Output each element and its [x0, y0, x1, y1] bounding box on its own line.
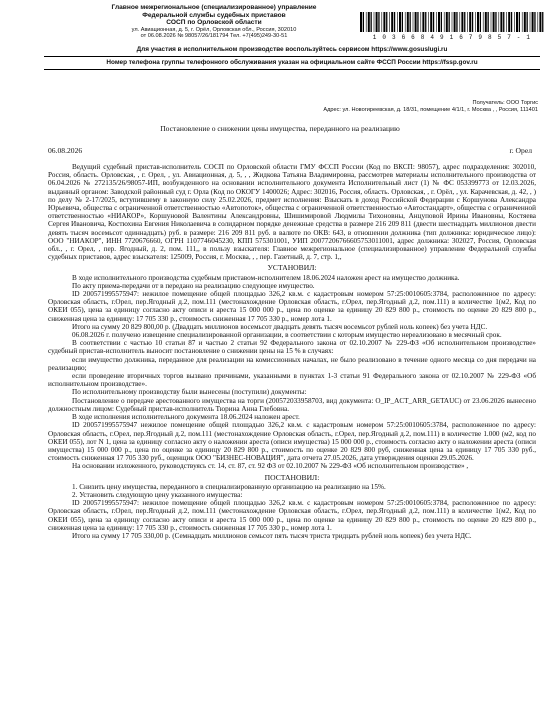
divider — [44, 69, 540, 70]
paragraph: В ходе исполнительного производства судебным приставом-исполнителем 18.06.2024 наложен арест на имущество должника. — [72, 273, 460, 282]
paragraph: если имущество должника, переданное для реализации на комиссионных началах, не было реализовано в течение одного месяца со дня передачи на реализацию; — [48, 355, 536, 372]
org-line-1: Главное межрегиональное (специализированное) управление — [111, 4, 317, 11]
paragraph: Постановление о передаче арестованного имущества на торги (200572033958703, вид документа: O_IP_ACT_ARR_GETAUC) от 23.06.2026 вынесено должностным лицом: Судебный пристав-исполнитель Тюрина Анна Глебовна. — [48, 396, 536, 413]
property-item: ID 2005719955759​47: нежилое помещение общей площадью 326,2 кв.м. с кадастровым номером 57:25:0010605:3784, расположенное по адресу: Орловская область, г.Орел, пер.Ягодный д.2, пом.111 (местонахождение Орловская область, г.Орел, пер.Ягодный д.2, пом.111) в количестве 1(м2, Код по ОКЕИ 055), цена за единицу согласно акту описи и ареста 15 000 000 р., цена по оценке за единицу 20 829 800 р., стоимость по оценке 20 829 800 р., сниженная цена за единицу: 17 705 330 р., стоимость сниженная 17 705 330 р., номер лота 1. — [48, 499, 536, 532]
document-date: 06.08.2026 — [48, 146, 83, 155]
document-reference: от 06.08.2026 № 98057/26/181794 Тел. +7(495)249-30-51 — [140, 33, 288, 40]
recipient-name: Получатель: ООО Торгис — [472, 100, 538, 106]
resolution-item-2: 2. Установить следующую цену указанного имущества: — [72, 490, 243, 499]
org-line-3: СОСП по Орловской области — [166, 19, 262, 27]
property-item: ID 2005719955759​47: нежилое помещение общей площадью 326,2 кв.м. с кадастровым номером 57:25:0010605:3784, расположенное по адресу: Орловская область, г.Орел, пер.Ягодный д.2, пом.111 (местонахождение Орловская область, г.Орел, пер.Ягодный д.2, пом.111) в количестве 1(м2, Код по ОКЕИ 055), цена за единицу согласно акту описи и ареста 15 000 000 р., цена по оценке за единицу 20 829 800 р., стоимость по оценке 20 829 800 р., сниженная цена за единицу: 17 705 330 р., стоимость сниженная 17 705 330 р., номер лота 1. — [48, 290, 536, 323]
paragraph: 06.08.2026 г. получено извещение специализированной организации, в соответствии с которым имущество нереализовано в месячный срок. — [72, 331, 502, 340]
divider — [44, 56, 540, 57]
paragraph: если проведение вторичных торгов вызвано причинами, указанными в пунктах 1-3 статьи 91 Федерального закона от 02.10.2007 № 229-ФЗ «Об исполнительном производстве». — [48, 372, 536, 389]
paragraph: По акту приема-передачи от в передано на реализацию следующее имущество. — [72, 281, 315, 290]
section-heading-resolved: ПОСТАНОВИЛ: — [264, 472, 320, 482]
document-title: Постановление о снижении цены имущества, переданного на реализацию — [160, 124, 400, 133]
org-line-2: Федеральной службы судебных приставов — [142, 11, 286, 19]
paragraph: По исполнительному производству были вынесены (поступили) документы: — [72, 388, 307, 397]
section-heading-established: УСТАНОВИЛ: — [267, 263, 317, 273]
document-body — [48, 163, 536, 540]
paragraph-intro: Ведущий судебный пристав-исполнитель СОСП по Орловской области ГМУ ФССП России (Код по ВКСП: 98057), адрес подразделения: 302010, Россия, область. Орловская, , г. Орел, , ул. Авиационная, д. 5, , , Жидкова Татьяна Владимировна, рассмотрев материалы исполнительного производства от 06.04.2026 № 272135/26/98057-ИП, возбужденного на основании исполнительного документа Исполнительный лист (1) № ФС 053399773 от 12.03.2026, выданный органом: Заводской районный суд г. Орла (Код по ОКОГУ 1400026; Адрес: 302016, Россия, область. Орловская, , г. Орёл, , ул. Карачевская, д. 42, , ) по делу № 2-17/2025, вступившему в законную силу 25.02.2026, предмет исполнения: Взыскать в доход Российской Федерации с Коршунова Александра Юрьевича, общества с ограниченной ответственностью «Автопоток», общества с ограниченной ответственностью «Автостандарт», общества с ограниченной ответственностью «НИАКОР», Коршуновой Валентины Александровны, Шишимировой Людмилы Тихоновны, Анцуповой Ирины Ивановны, Костяева Сергея Ивановича, Костюхина Евгения Николаевича в солидарном порядке денежные средства в размере 216 209 811 (двести шестнадцать миллионов двести девять тысяч восемьсот одиннадцать) руб. в размере: 216 209 811 руб. в валюте по ОКВ: 643, в отношении должника (тип должника: юридическое лицо): ООО "НИАКОР", ИНН 7720676660, ОГРН 1107746045230, КПП 575301001, УИП 20077206766605753011001, адрес должника: 302027, Россия, Орловская обл., , г. Орел, , пер. Ягодный, д. 2, пом. 111,, в пользу взыскателя: Главное межрегиональное (специализированное) управление Федеральной службы судебных приставов, адрес взыскателя: 125009, Россия, г. Москва, , , пер. Газетный, д. 7, стр. 1,, — [48, 163, 536, 262]
barcode — [358, 12, 546, 32]
recipient-address: Адрес: ул. Новогиреевская, д. 18/31, помещение 4/1/1, г. Москва , , Россия, 111401 — [323, 106, 538, 113]
resolution-item-1: 1. Снизить цену имущества, переданного в специализированную организацию на реализацию на 15%. — [72, 482, 386, 491]
recipient-block — [288, 100, 538, 113]
gosuslugi-notice: Для участия в исполнительном производстве воспользуйтесь сервисом https://www.gosuslugi.ru — [136, 46, 448, 53]
barcode-number: 1 0 3 6 6 8 4 9 1 6 7 9 8 5 7 - 1 — [372, 34, 532, 41]
issuer-address: ул. Авиационная, д. 5, г. Орёл, Орловская обл., Россия, 302010 — [131, 26, 297, 33]
paragraph: В ходе исполнения исполнительного документа 18.06.2024 наложен арест. — [72, 413, 300, 422]
paragraph-total: Итого на сумму 20 829 800,00 р. (Двадцать миллионов восемьсот двадцать девять тысяч восемьсот рублей ноль копеек) без учета НДС. — [72, 322, 488, 331]
phone-notice: Номер телефона группы телефонного обслуживания указан на официальном сайте ФССП России https://fssp.gov.ru — [106, 59, 478, 66]
paragraph-total: Итого на сумму 17 705 330,00 р. (Семнадцать миллионов семьсот пять тысяч триста тридцать рублей ноль копеек) без учета НДС. — [72, 531, 472, 540]
issuer-header — [80, 4, 348, 40]
property-item: ID 2005719955759​47 нежилое помещение общей площадью 326,2 кв.м. с кадастровым номером 57:25:0010605:3784, расположенное по адресу: Орловская область, г.Орел, пер.Ягодный д.2, пом.111 (местонахождение Орловская область, г.Орел, пер.Ягодный д.2, пом.111) в количестве 1.000 (м2, код по ОКЕИ 055), лот N 1, цена за единицу согласно акту о наложении ареста (описи имущества) 15 000 000 р., стоимость согласно акту о наложении ареста (описи имущества) 15 000 000 р., цена по оценке за единицу 20 829 800 р., стоимость по оценке 20 829 800 руб, сниженная цена за единицу 17 705 330 руб., стоимость сниженная 17 705 330 руб., оценщик ООО "БИЗНЕС-НОВАЦИЯ", дата отчета 27.05.2026, дата утверждения оценки 29.05.2026. — [48, 421, 536, 463]
document-city: г. Орел — [509, 146, 532, 155]
paragraph: На основании изложенного, руководствуясь ст. 14, ст. 87, ст. 92 ФЗ от 02.10.2007 № 229-ФЗ «Об исполнительном производстве» , — [72, 462, 469, 471]
paragraph: В соответствии с частью 10 статьи 87 и частью 2 статьи 92 Федерального закона от 02.10.2007 № 229-ФЗ «Об исполнительном производстве» судебный пристав-исполнитель выносит постановление о снижении цены на 15 % в случаях: — [48, 339, 536, 356]
